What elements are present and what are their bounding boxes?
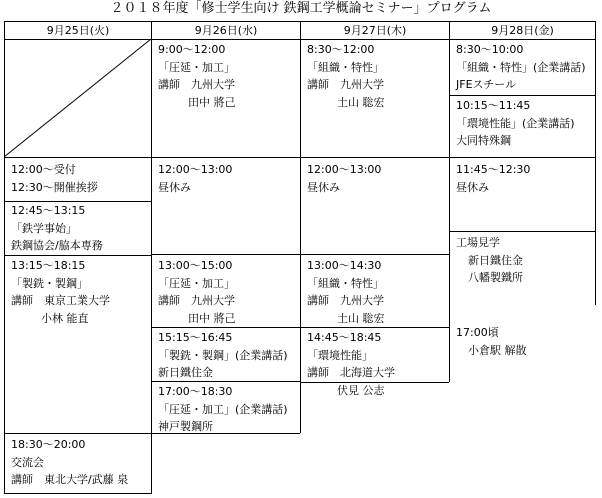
fri-plant-tour: 工場見学 新日鐵住金 八幡製鐵所 — [456, 236, 523, 284]
thu-afternoon-1: 13:00～14:30 「組織・特性」 講師 九州大学 土山 聡宏 — [307, 259, 385, 325]
table-border-bottom — [4, 493, 151, 494]
tue-session-3: 18:30～20:00 交流会 講師 東北大学/武藤 泉 — [11, 438, 129, 486]
empty-slot-diagonal — [4, 39, 152, 158]
fri-morning-1: 8:30～10:00 「組織・特性」(企業講話) JFEスチール — [456, 43, 586, 91]
tue-session-1: 12:45～13:15 「鉄学事始」 鉄鋼協会/脇本専務 — [11, 204, 103, 252]
tue-session-2: 13:15～18:15 「製銑・製鋼」 講師 東京工業大学 小林 能直 — [11, 259, 110, 325]
thu-afternoon-2: 14:45～18:45 「環境性能」 講師 北海道大学 伏見 公志 — [307, 331, 395, 397]
wed-afternoon-3: 17:00～18:30 「圧延・加工」(企業講話) 神戸製鋼所 — [158, 385, 288, 433]
header-day-fri: 9月28日(金) — [491, 24, 554, 37]
row-divider — [151, 327, 300, 328]
row-divider — [4, 255, 151, 256]
column-divider — [449, 21, 450, 382]
row-divider — [4, 433, 151, 434]
fri-morning-2: 10:15～11:45 「環境性能」(企業講話) 大同特殊鋼 — [456, 99, 575, 147]
row-divider — [300, 327, 449, 328]
header-day-wed: 9月26日(水) — [194, 24, 258, 37]
wed-afternoon-2: 15:15～16:45 「製銑・製鋼」(企業講話) 新日鐵住金 — [158, 331, 288, 379]
wed-lunch: 12:00～13:00 昼休み — [158, 163, 233, 194]
column-divider — [300, 21, 301, 433]
header-day-thu: 9月27日(木) — [343, 24, 407, 37]
table-border-right — [595, 21, 596, 305]
wed-morning: 9:00～12:00 「圧延・加工」 講師 九州大学 田中 將己 — [158, 43, 236, 109]
fri-lunch: 11:45～12:30 昼休み — [456, 163, 531, 194]
row-divider — [151, 254, 450, 255]
thu-morning: 8:30～12:00 「組織・特性」 講師 九州大学 土山 聡宏 — [307, 43, 385, 109]
header-day-tue: 9月25日(火) — [46, 24, 110, 37]
page-title: ２０１８年度「修士学生向け 鉄鋼工学概論セミナー」プログラム — [110, 1, 492, 16]
row-divider — [449, 95, 596, 96]
row-divider — [449, 231, 596, 232]
fri-dismissal: 17:00頃 小倉駅 解散 — [456, 326, 527, 357]
tue-reception: 12:00～受付 12:30～開催挨拶 — [11, 163, 98, 194]
wed-afternoon-1: 13:00～15:00 「圧延・加工」 講師 九州大学 田中 將己 — [158, 259, 236, 325]
thu-lunch: 12:00～13:00 昼休み — [307, 163, 382, 194]
